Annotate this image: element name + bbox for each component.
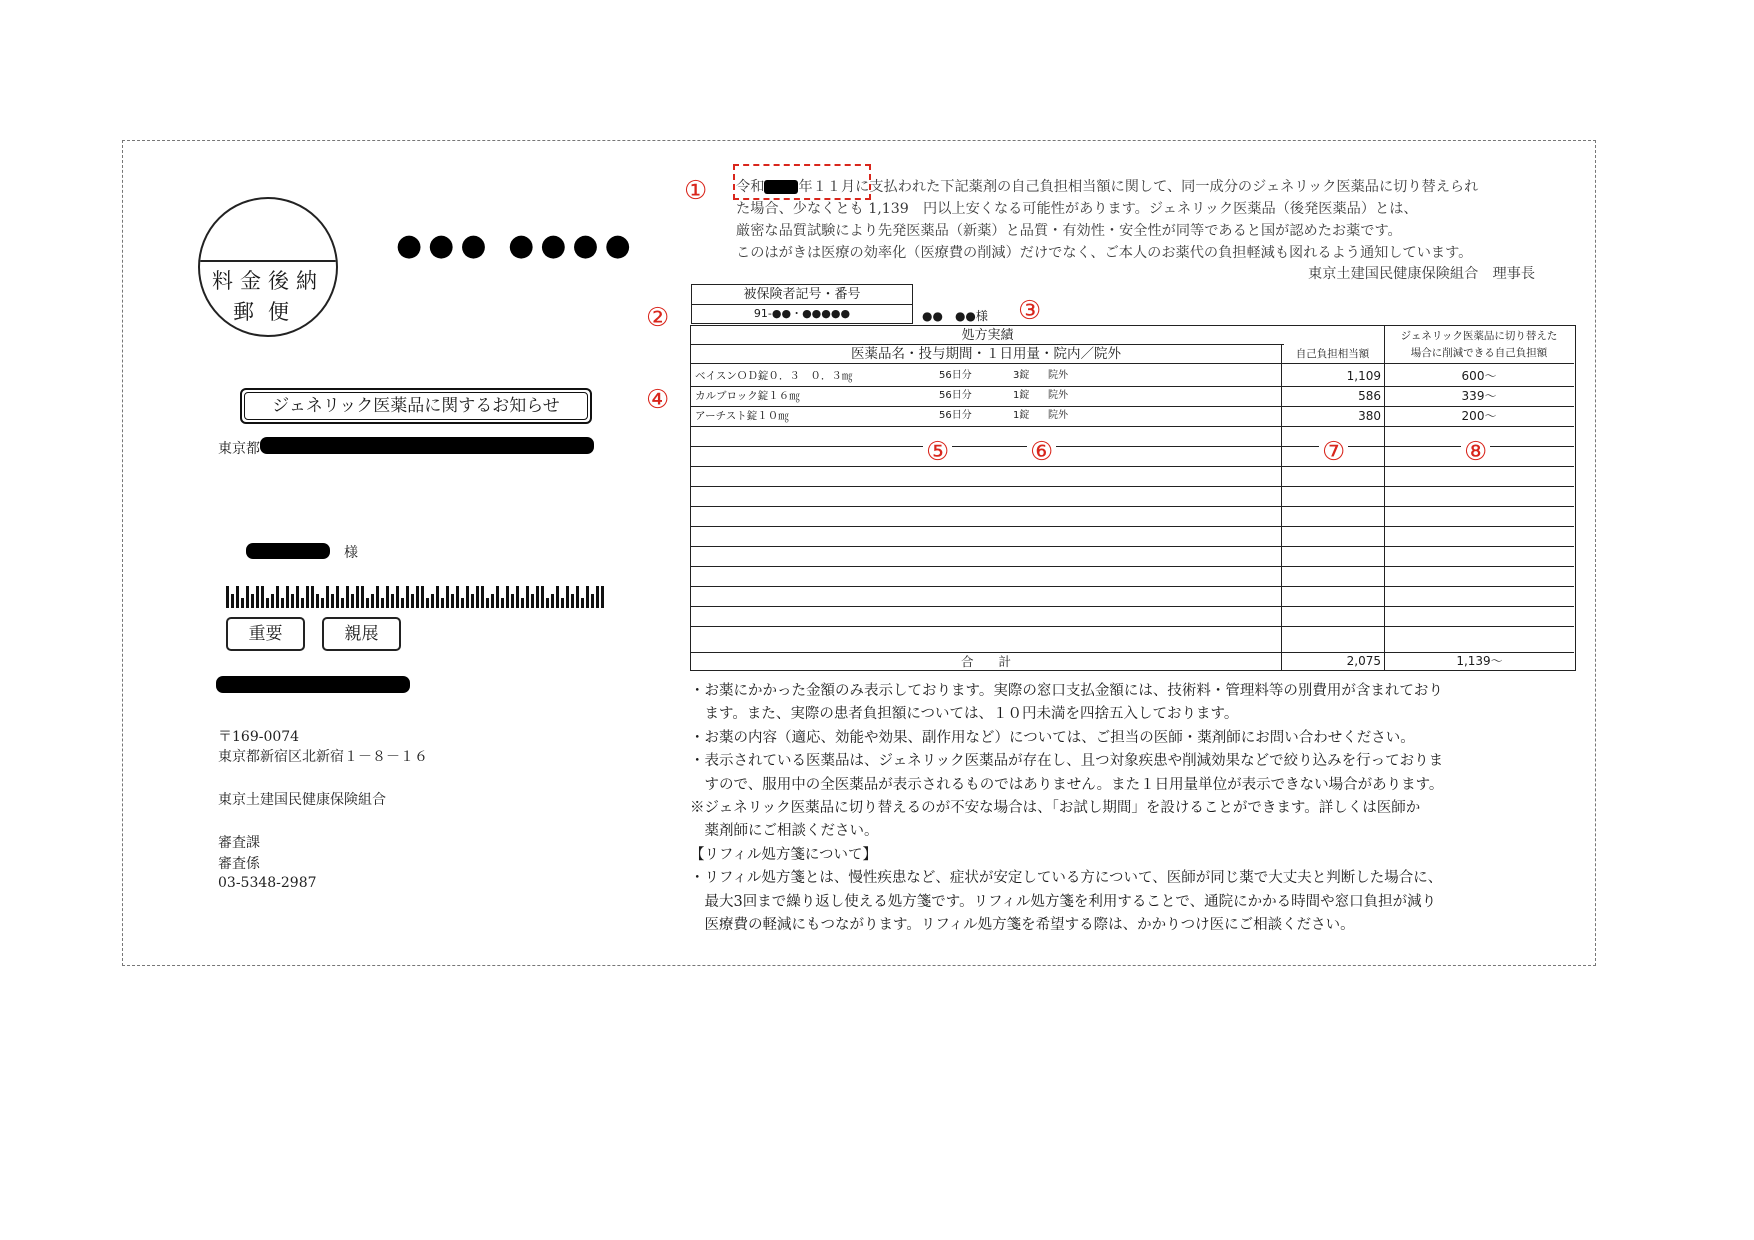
- row-rule: [691, 506, 1574, 507]
- note-line: ・表示されている医薬品は、ジェネリック医薬品が存在し、且つ対象疾患や削減効果などで絞り込みを行っておりま: [690, 753, 1444, 770]
- postage-paid-seal: [198, 197, 338, 337]
- confidential-stamp: 親展: [322, 617, 401, 651]
- row-rule: [691, 526, 1574, 527]
- insured-honorific: 様: [975, 309, 988, 323]
- note-line: すので、服用中の全医薬品が表示されるものではありません。また１日用量単位が表示できない場合があります。: [690, 776, 1444, 793]
- sender-address: 東京都新宿区北新宿１－８－１６: [218, 749, 428, 765]
- seal-line-2: 郵便: [233, 300, 303, 324]
- insured-name-line: [922, 307, 988, 324]
- row-rule: [691, 626, 1574, 627]
- drug-place: 院外: [1048, 410, 1068, 421]
- drug-dose: 1錠: [1013, 410, 1030, 421]
- drug-dose: 1錠: [1013, 390, 1030, 401]
- notice-title: ジェネリック医薬品に関するお知らせ: [244, 392, 588, 420]
- note-line: 【リフィル処方箋について】: [690, 846, 878, 863]
- row-rule: [691, 426, 1574, 427]
- marker-6: ⑥: [1027, 439, 1056, 465]
- row-rule: [691, 566, 1574, 567]
- drug-self-pay: 586: [1358, 389, 1381, 403]
- drug-place: 院外: [1048, 390, 1068, 401]
- note-line: ・お薬にかかった金額のみ表示しております。実際の窓口支払金額には、技術料・管理料等の別費用が含まれており: [690, 683, 1443, 699]
- recipient-honorific: 様: [344, 545, 358, 561]
- drug-name: ベイスンＯＤ錠０．３ ０．３㎎: [695, 370, 853, 382]
- highlight-box-1: [733, 164, 871, 200]
- insured-id-box: [691, 284, 913, 324]
- marker-1: ①: [684, 176, 708, 206]
- marker-4: ④: [646, 385, 670, 415]
- note-line: 医療費の軽減にもつながります。リフィル処方箋を希望する際は、かかりつけ医にご相談ください。: [690, 917, 1355, 934]
- note-line: ・お薬の内容（適応、効能や効果、副作用など）については、ご担当の医師・薬剤師にお問い合わせください。: [690, 729, 1415, 746]
- total-self-pay: 2,075: [1281, 653, 1384, 670]
- seal-line-1: 料金後納: [212, 269, 324, 293]
- note-line: 薬剤師にご相談ください。: [690, 823, 879, 840]
- drug-generic-savings: 339～: [1461, 389, 1497, 403]
- drug-dose: 3錠: [1013, 370, 1030, 381]
- prescription-table: [690, 325, 1576, 671]
- note-line: ・リフィル処方箋とは、慢性疾患など、症状が安定している方について、医師が同じ薬で大丈夫と判断した場合に、: [690, 870, 1443, 887]
- sender-postal-code: 〒169-0074: [218, 729, 300, 745]
- insured-name: ●● ●●: [922, 309, 976, 323]
- row-rule: [691, 606, 1574, 607]
- drug-place: 院外: [1048, 370, 1068, 381]
- total-generic-savings: 1,139～: [1384, 653, 1574, 670]
- table-section-title: 処方実績: [691, 326, 1284, 345]
- redacted-recipient-name: [246, 543, 330, 559]
- important-stamp: 重要: [226, 617, 305, 651]
- header-drug: 医薬品名・投与期間・１日用量・院内／院外: [691, 345, 1281, 364]
- sender-phone: 03-5348-2987: [218, 875, 317, 891]
- marker-7: ⑦: [1319, 439, 1348, 465]
- marker-3: ③: [1018, 296, 1042, 326]
- row-rule: [691, 586, 1574, 587]
- drug-name: アーチスト錠１０㎎: [695, 410, 789, 422]
- drug-name: カルブロック錠１６㎎: [695, 390, 800, 402]
- drug-days: 56日分: [939, 410, 972, 421]
- drug-days: 56日分: [939, 390, 972, 401]
- notice-title-box: [240, 388, 592, 424]
- insured-id-label: 被保険者記号・番号: [692, 285, 912, 305]
- drug-self-pay: 380: [1358, 409, 1381, 423]
- sender-dept: 審査課: [218, 835, 260, 851]
- insured-id-number: 91-●●・●●●●●: [753, 307, 851, 320]
- header-generic-savings: ジェネリック医薬品に切り替えた場合に削減できる自己負担額: [1384, 326, 1574, 364]
- note-line: 最大3回まで繰り返し使える処方箋です。リフィル処方箋を利用することで、通院にかかる時間や窓口負担が減り: [690, 893, 1437, 910]
- intro-line-1-rest: に支払われた下記薬剤の自己負担相当額に関して、同一成分のジェネリック医薬品に切り替えられ: [855, 179, 1479, 195]
- note-line: ます。また、実際の患者負担額については、１０円未満を四捨五入しております。: [690, 706, 1239, 723]
- redacted-address: [260, 437, 594, 454]
- intro-line-3: 厳密な品質試験により先発医薬品（新薬）と品質・有効性・安全性が同等であると国が認めたお薬です。: [736, 223, 1402, 239]
- intro-line-4: このはがきは医療の効率化（医療費の削減）だけでなく、ご本人のお薬代の負担軽減も図れるよう通知しています。: [736, 245, 1473, 261]
- intro-line-2: た場合、少なくとも 1,139 円以上安くなる可能性があります。ジェネリック医薬品（後発医薬品）とは、: [736, 201, 1418, 217]
- marker-2: ②: [646, 303, 670, 333]
- intro-signature: 東京土建国民健康保険組合 理事長: [1308, 266, 1536, 282]
- footnotes: [690, 680, 1443, 937]
- masked-code: ●●● ●●●●: [396, 228, 637, 263]
- intro-era: 令和: [736, 179, 765, 195]
- drug-days: 56日分: [939, 370, 972, 381]
- note-line: ※ジェネリック医薬品に切り替えるのが不安な場合は、「お試し期間」を設けることができます。詳しくは医師か: [690, 800, 1421, 817]
- row-rule: [691, 546, 1574, 547]
- header-self-pay: 自己負担相当額: [1281, 345, 1384, 364]
- row-rule: [691, 486, 1574, 487]
- sender-section: 審査係: [218, 856, 260, 872]
- row-rule: [691, 446, 1574, 447]
- drug-generic-savings: 600～: [1461, 369, 1497, 383]
- sender-org: 東京土建国民健康保険組合: [218, 792, 386, 808]
- marker-5: ⑤: [923, 439, 952, 465]
- seal-divider: [200, 260, 336, 262]
- drug-generic-savings: 200～: [1461, 409, 1497, 423]
- recipient-address-prefix: 東京都: [218, 441, 260, 457]
- redacted-id: [216, 676, 410, 693]
- intro-month: 年１１月: [798, 179, 856, 195]
- marker-8: ⑧: [1461, 439, 1490, 465]
- total-label: 合 計: [960, 654, 1011, 669]
- row-rule: [691, 466, 1574, 467]
- customer-barcode: [226, 586, 610, 608]
- drug-self-pay: 1,109: [1346, 369, 1381, 383]
